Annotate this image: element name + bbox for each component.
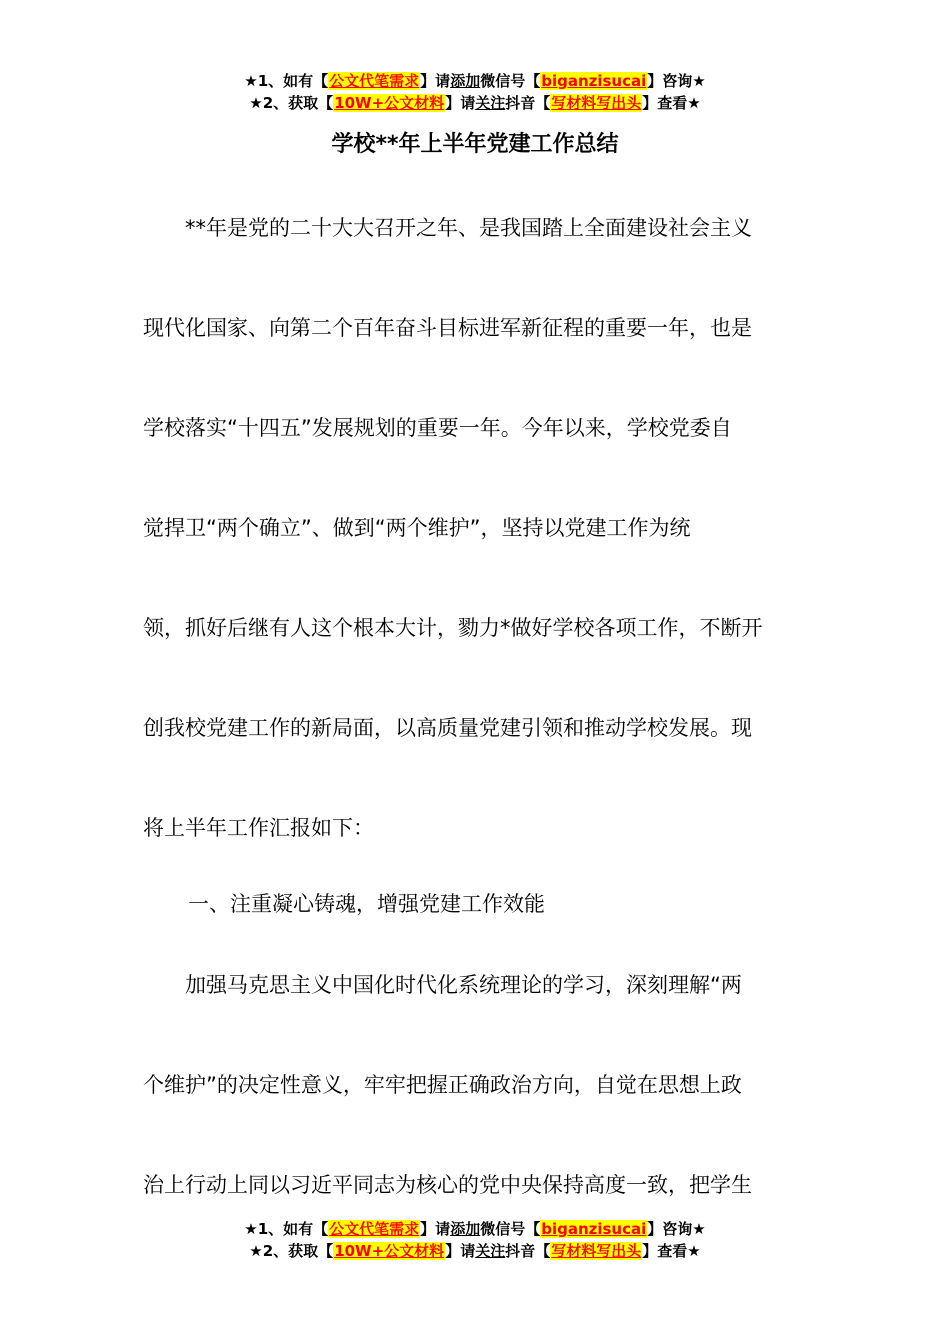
promo-footer-bottom: [0, 1218, 950, 1262]
section-heading: 一、注重凝心铸魂，增强党建工作效能: [188, 892, 545, 916]
promo-text: 抖音【: [505, 1242, 551, 1260]
promo-highlight-wechat-id: biganzisucai: [541, 1220, 647, 1238]
paragraph-line: 治上行动上同以习近平同志为核心的党中央保持高度一致，把学生: [143, 1173, 752, 1197]
promo-text: 抖音【: [505, 94, 551, 112]
paragraph-line: 觉捍卫“两个确立”、做到“两个维护”，坚持以党建工作为统: [143, 516, 691, 540]
promo-text: ★1、如有【: [244, 1220, 329, 1238]
promo-text: 微信号【: [480, 1220, 541, 1238]
intro-paragraph: [143, 178, 807, 878]
paragraph-line: 创我校党建工作的新局面，以高质量党建引领和推动学校发展。现: [143, 716, 752, 740]
promo-text: ★1、如有【: [244, 72, 329, 90]
promo-highlight-materials: 10W+公文材料: [334, 94, 445, 112]
promo-text: 】查看★: [642, 94, 701, 112]
promo-underlined-text: 添加: [450, 1220, 481, 1238]
promo-line-2: [0, 92, 950, 114]
promo-highlight-wechat-id: biganzisucai: [541, 72, 647, 90]
promo-line-2: [0, 1240, 950, 1262]
promo-text: ★2、获取【: [249, 1242, 334, 1260]
promo-text: ★2、获取【: [249, 94, 334, 112]
paragraph-line: 将上半年工作汇报如下：: [143, 816, 374, 840]
promo-underlined-text: 关注: [475, 94, 506, 112]
promo-header-top: [0, 70, 950, 114]
promo-underlined-text: 添加: [450, 72, 481, 90]
promo-text: 】请: [420, 72, 451, 90]
promo-text: 】咨询★: [647, 72, 706, 90]
paragraph-line: 个维护”的决定性意义，牢牢把握正确政治方向，自觉在思想上政: [143, 1073, 742, 1097]
document-title: 学校**年上半年党建工作总结: [331, 132, 619, 157]
section-paragraph: [143, 935, 807, 1235]
promo-underlined-text: 关注: [475, 1242, 506, 1260]
promo-line-1: [0, 70, 950, 92]
promo-text: 】查看★: [642, 1242, 701, 1260]
paragraph-line: 加强马克思主义中国化时代化系统理论的学习，深刻理解“两: [143, 973, 742, 997]
paragraph-line: 学校落实“十四五”发展规划的重要一年。今年以来，学校党委自: [143, 416, 732, 440]
promo-text: 】请: [420, 1220, 451, 1238]
promo-text: 】请: [445, 1242, 476, 1260]
promo-line-1: [0, 1218, 950, 1240]
promo-highlight-douyin-account: 写材料写出头: [551, 94, 642, 112]
promo-highlight-douyin-account: 写材料写出头: [551, 1242, 642, 1260]
paragraph-line: 领，抓好后继有人这个根本大计，勠力*做好学校各项工作，不断开: [143, 616, 763, 640]
promo-highlight-service: 公文代笔需求: [329, 1220, 420, 1238]
paragraph-line: 现代化国家、向第二个百年奋斗目标进军新征程的重要一年，也是: [143, 316, 752, 340]
promo-highlight-service: 公文代笔需求: [329, 72, 420, 90]
promo-text: 微信号【: [480, 72, 541, 90]
paragraph-line: **年是党的二十大大召开之年、是我国踏上全面建设社会主义: [143, 216, 752, 240]
promo-highlight-materials: 10W+公文材料: [334, 1242, 445, 1260]
promo-text: 】咨询★: [647, 1220, 706, 1238]
promo-text: 】请: [445, 94, 476, 112]
